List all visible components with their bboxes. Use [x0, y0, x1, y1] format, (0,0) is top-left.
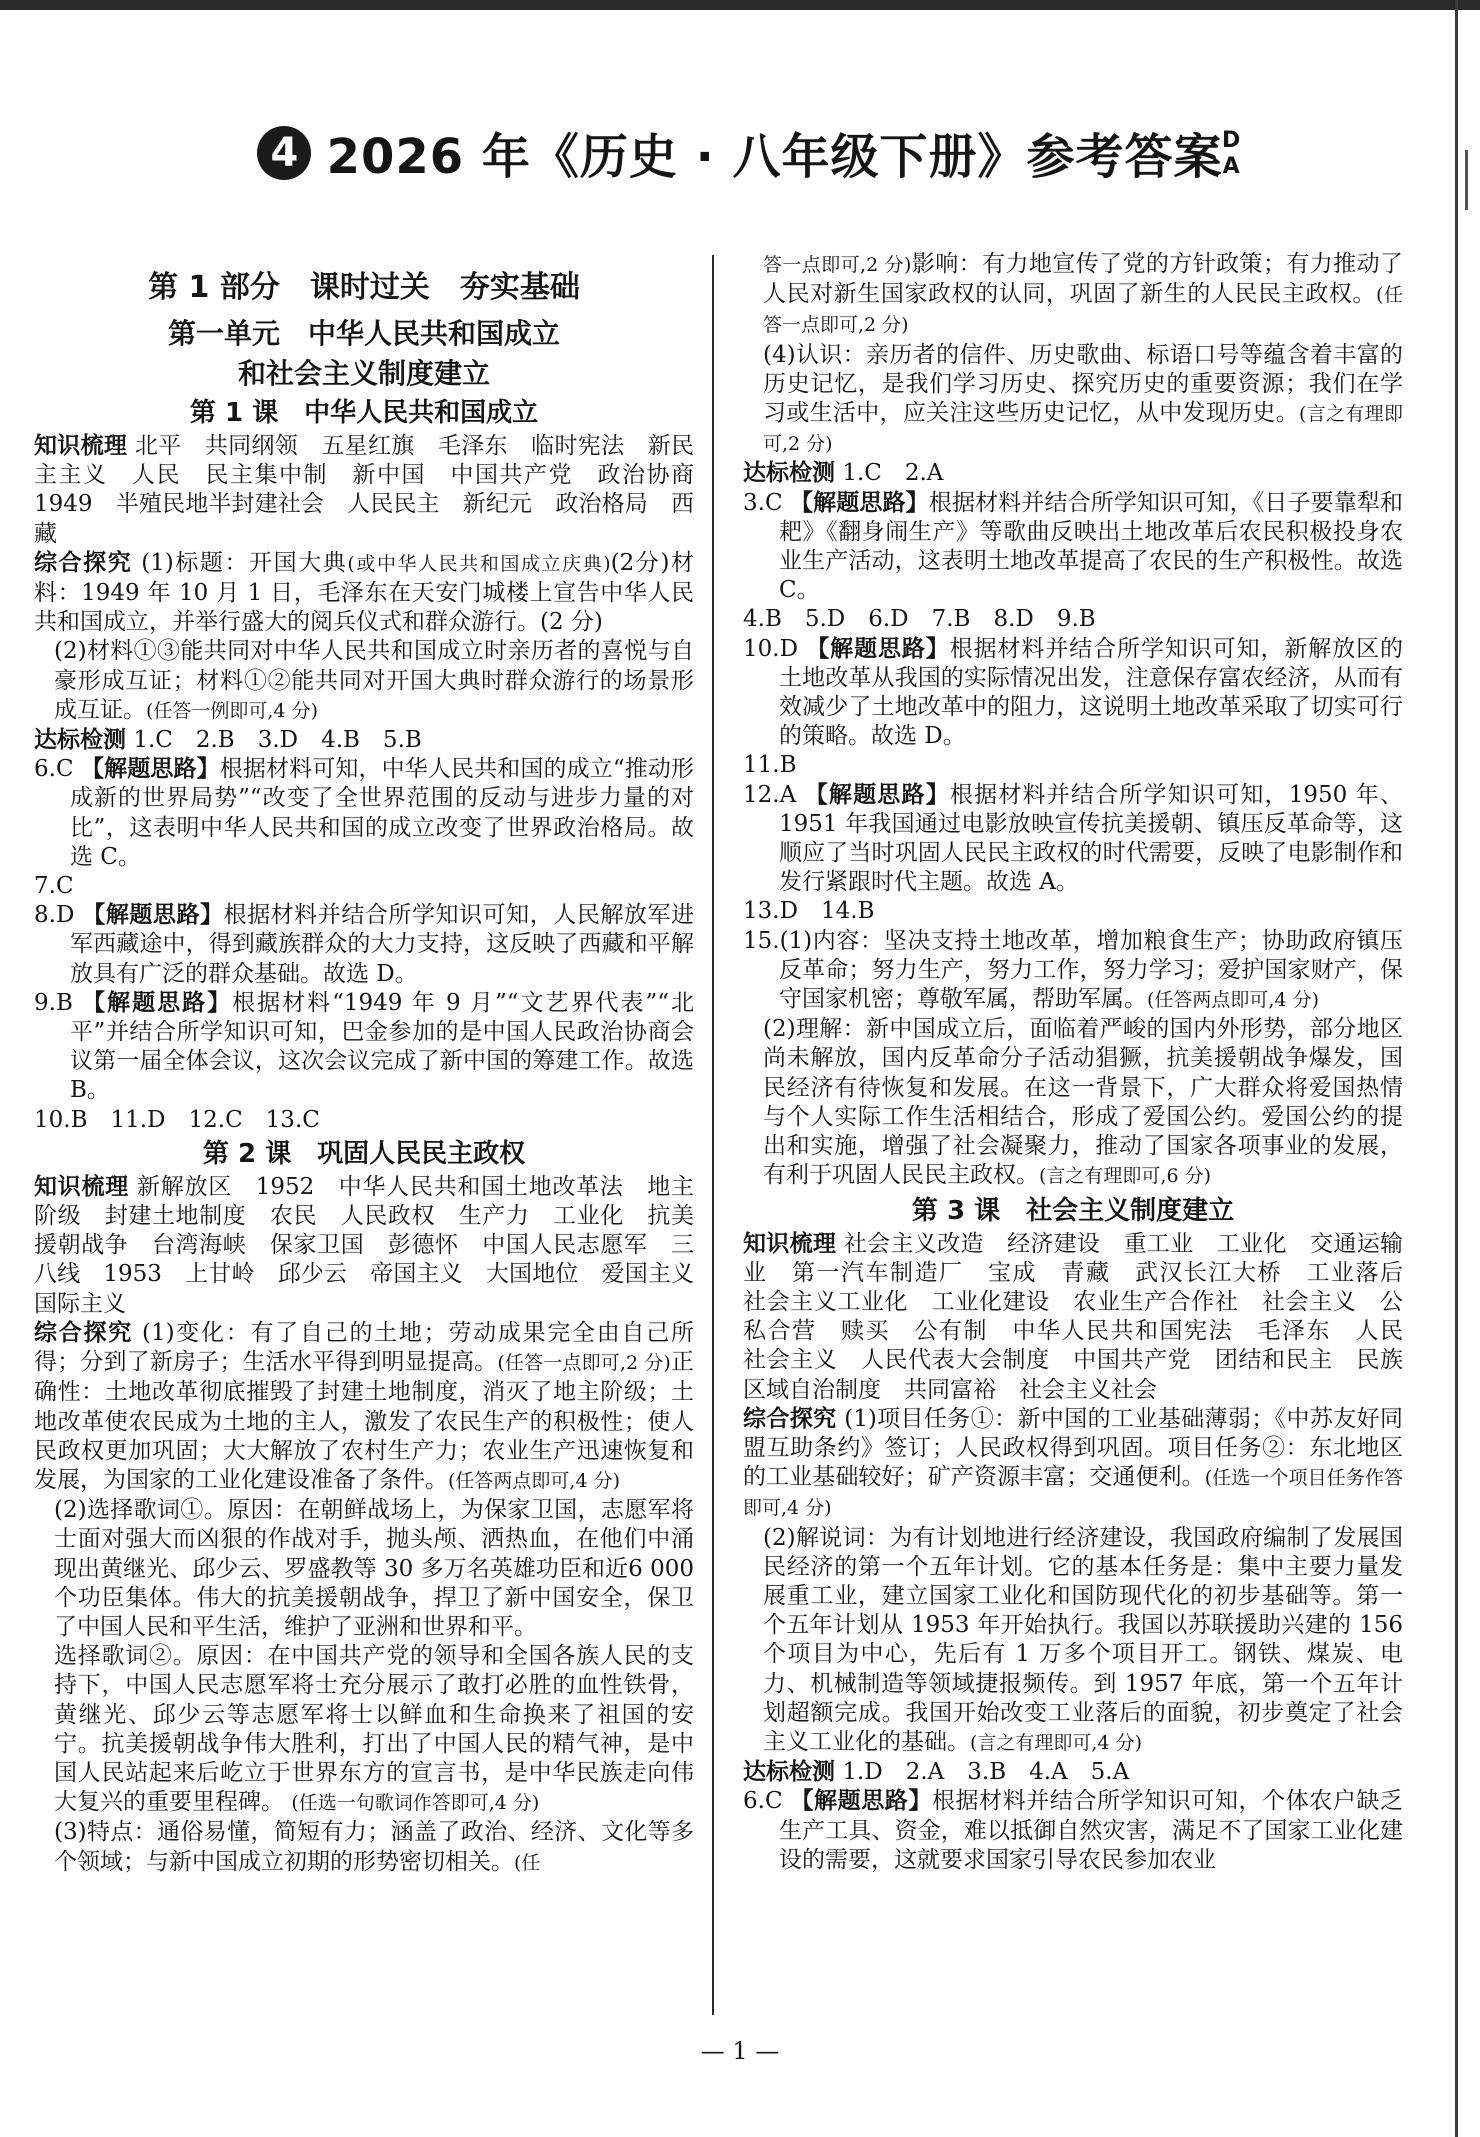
lesson2-explore-1-note: (任答一点即可,2 分): [497, 1352, 671, 1375]
lesson1-explore-2-text: (2)材料①③能共同对中华人民共和国成立时亲历者的喜悦与自豪形成互证；材料①②能共同对开国大典时群众游行的场景形成互证。: [54, 638, 694, 723]
explore-label: 综合探究: [34, 549, 133, 576]
lesson2-knowledge: [34, 1173, 717, 1319]
lesson1-q9: [34, 989, 694, 1106]
lesson2-explore-2b-text: 选择歌词②。原因：在中国共产党的领导和全国各族人民的支持下，中国人民志愿军将士充分展示了敢打必胜的血性铁骨，黄继光、邱少云等志愿军将士以鲜血和生命换来了祖国的安宁。抗美援朝战争伟大胜利，打出了中国人民的精气神，是中国人民站起来后屹立于世界东方的宣言书，是中华民族走向伟大复兴的重要里程碑。: [54, 1643, 694, 1816]
knowledge-label: 知识梳理: [34, 433, 128, 459]
q-number: 9.B: [34, 989, 73, 1016]
hint-label: 【解题思路】: [790, 489, 929, 516]
lesson2-explore-1-text: (1)变化：有了自己的土地；劳动成果完全由自己所得；分到了新房子；生活水平得到明显提高。: [34, 1319, 694, 1376]
lesson2-explore-2a: (2)选择歌词①。原因：在朝鲜战场上，为保家卫国，志愿军将士面对强大而凶狠的作战对手，抛头颅、洒热血，在他们中涌现出黄继光、邱少云、罗盛教等 30 多万名英雄功臣和近6 000个功臣集体。伟大的抗美援朝战争，捍卫了新中国安全，保卫了中国人民和平生活，维护了亚洲和世界和平。: [54, 1497, 694, 1640]
lesson1-title: 第 1 课 中华人民共和国成立: [189, 398, 539, 428]
lesson1-q7: 7.C: [34, 873, 74, 900]
lesson3-explore-2-text: (2)解说词：为有计划地进行经济建设，我国政府编制了发展国民经济的第一个五年计划。它的基本任务是：集中主要力量发展重工业，建立国家工业化和国防现代化的初步基础等。第一个五年计划从 1953 年开始执行。我国以苏联援助兴建的 156 个项目为中心，先后有 1 万多个项目开工。钢铁、煤炭、电力、机械制造等领域捷报频传。到 1957 年底，第一个五年计划超额完成。我国开始改变工业落后的面貌，初步奠定了社会主义工业化的基础。: [763, 1524, 1403, 1755]
lesson1-q6: [34, 755, 694, 872]
right-border: [1455, 0, 1458, 2137]
lesson3-explore-1-note: (任选一个项目任务作答即可,4 分): [743, 1467, 1403, 1520]
lesson2-title: 第 2 课 巩固人民民主政权: [202, 1138, 526, 1169]
q-number: 12.A: [743, 781, 797, 808]
lesson2-explore-3: [34, 1818, 694, 1877]
left-column: [34, 262, 717, 1878]
lesson2-q15-1: [743, 927, 1403, 1016]
knowledge-label: 知识梳理: [34, 1173, 129, 1200]
hint-label: 【解题思路】: [82, 989, 233, 1016]
page-title: 2026 年《历史 · 八年级下册》参考答案: [326, 129, 1223, 185]
unit-title-line1: 第一单元 中华人民共和国成立: [167, 317, 560, 350]
q-text: 根据材料并结合所学知识可知，人民解放军进军西藏途中，得到藏族群众的大力支持，这反映了西藏和平解放具有广泛的群众基础。故选 D。: [70, 902, 695, 987]
side-letter-d: D: [1222, 128, 1241, 153]
lesson3-explore-1-text: (1)项目任务①：新中国的工业基础薄弱；《中苏友好同盟互助条约》签订；人民政权得到巩固。项目任务②：东北地区的工业基础较好；矿产资源丰富；交通便利。: [743, 1405, 1404, 1491]
lesson1-explore-1-rest: (2分)材料：1949 年 10 月 1 日，毛泽东在天安门城楼上宣告中华人民共和国成立，并举行盛大的阅兵仪式和群众游行。(2 分): [34, 549, 695, 636]
lesson1-check: [34, 726, 694, 755]
lesson1-knowledge: [34, 432, 717, 549]
lesson2-explore-2b: [34, 1642, 694, 1818]
volume-badge: 4: [257, 126, 311, 180]
q-number: 6.C: [34, 756, 74, 783]
lesson2-q11: 11.B: [743, 752, 797, 779]
right-column: [743, 250, 1426, 1875]
column-divider: [712, 255, 714, 2015]
top-border: [0, 0, 1480, 10]
q-text: 根据材料并结合所学知识可知，新解放区的土地改革从我国的实际情况出发，注意保存富农经济，从而有效减少了土地改革中的阻力，这说明土地改革采取了切实可行的策略。故选 D。: [779, 635, 1403, 750]
lesson1-knowledge-text: 北平 共同纲领 五星红旗 毛泽东 临时宪法 新民主主义 人民 民主集中制 新中国 中国共产党 政治协商 1949 半殖民地半封建社会 人民民主 新纪元 政治格局 西藏: [34, 433, 717, 547]
lesson2-explore-3-text: (3)特点：通俗易懂，简短有力；涵盖了政治、经济、文化等多个领域；与新中国成立初期的形势密切相关。: [54, 1819, 694, 1875]
lesson2-explore-4-text: (4)认识：亲历者的信件、历史歌曲、标语口号等蕴含着丰富的历史记忆，是我们学习历史、探究历史的重要资源；我们在学习或生活中，应关注这些历史记忆，从中发现历史。: [763, 341, 1403, 427]
lesson1-q8: [34, 901, 694, 989]
lesson2-check-answers: 1.C 2.A: [842, 460, 944, 487]
q-text: 根据材料可知，中华人民共和国的成立“推动形成新的世界局势”“改变了全世界范围的反动与进步力量的对比”，这表明中华人民共和国的成立改变了世界政治格局。故选 C。: [70, 756, 694, 870]
lesson2-explore-3-cont: [743, 250, 1403, 341]
q-text: 根据材料并结合所学知识可知，个体农户缺乏生产工具、资金，难以抵御自然灾害，满足不了国家工业化建设的需要，这就要求国家引导农民参加农业: [779, 1788, 1404, 1873]
q-note: (任答两点即可,4 分): [1147, 989, 1319, 1012]
lesson3-check: [743, 1758, 1403, 1787]
q-number: 8.D: [34, 902, 75, 929]
unit-title-line2: 和社会主义制度建立: [237, 357, 490, 390]
knowledge-label: 知识梳理: [743, 1230, 837, 1257]
lesson1-explore-1-note: (或中华人民共和国成立庆典): [347, 552, 611, 575]
q-note: (言之有理即可,6 分): [1039, 1165, 1211, 1188]
check-label: 达标检测: [34, 727, 126, 754]
cont-note-2: (任答一点即可,2 分): [763, 284, 1404, 337]
lesson3-knowledge-text: 社会主义改造 经济建设 重工业 工业化 交通运输业 第一汽车制造厂 宝成 青藏 武汉长江大桥 工业落后 社会主义工业化 工业化建设 农业生产合作社 社会主义 公私合营 赎买 公有制 中华人民共和国宪法 毛泽东 人民 社会主义 人民代表大会制度 中国共产党 团结和民主 民族区域自治制度 共同富裕 社会主义社会: [743, 1230, 1426, 1403]
cont-text: 影响：有力地宣传了党的方针政策；有力推动了人民对新生国家政权的认同，巩固了新生的人民民主政权。: [763, 251, 1403, 308]
hint-label: 【解题思路】: [790, 1788, 932, 1815]
lesson2-explore-1: [34, 1319, 694, 1496]
lesson1-explore-1-text: (1)标题：开国大典: [141, 549, 348, 576]
lesson3-explore-2-note: (言之有理即可,4 分): [970, 1731, 1142, 1754]
lesson3-explore-1: [743, 1405, 1403, 1524]
lesson2-q12: [743, 781, 1403, 898]
page-header: [0, 118, 1480, 208]
hint-label: 【解题思路】: [804, 781, 950, 808]
cont-note: 答一点即可,2 分): [763, 254, 912, 276]
lesson1-q10-13: 10.B 11.D 12.C 13.C: [34, 1106, 320, 1133]
q-text: (2)理解：新中国成立后，面临着严峻的国内外形势，部分地区尚未解放，国内反革命分子活动猖獗，抗美援朝战争爆发，国民经济有待恢复和发展。在这一背景下，广大群众将爱国热情与个人实际工作生活相结合，形成了爱国公约。爱国公约的提出和实施，增强了社会凝聚力，推动了国家各项事业的发展，有利于巩固人民民主政权。: [763, 1016, 1403, 1189]
q-text: 根据材料并结合所学知识可知，1950 年、1951 年我国通过电影放映宣传抗美援朝、镇压反革命等，这顺应了当时巩固人民民主政权的时代需要，反映了电影制作和发行紧跟时代主题。故选 A。: [779, 781, 1403, 896]
hint-label: 【解题思路】: [82, 902, 224, 929]
lesson3-title: 第 3 课 社会主义制度建立: [911, 1195, 1235, 1226]
q-number: 10.D: [743, 635, 799, 662]
lesson2-q15-2: [743, 1015, 1403, 1191]
side-letters: [1222, 128, 1240, 180]
lesson2-q4-9: 4.B 5.D 6.D 7.B 8.D 9.B: [743, 606, 1096, 633]
lesson3-q6: [743, 1787, 1403, 1875]
q-text: 根据材料并结合所学知识可知，《日子要靠犁和耙》《翻身闹生产》等歌曲反映出土地改革后农民积极投身农业生产活动，这表明土地改革提高了农民的生产积极性。故选 C。: [779, 489, 1404, 604]
lesson3-check-answers: 1.D 2.A 3.B 4.A 5.A: [842, 1759, 1130, 1786]
hint-label: 【解题思路】: [80, 756, 220, 783]
lesson2-q10: [743, 635, 1403, 752]
explore-label: 综合探究: [743, 1405, 837, 1432]
lesson2-explore-2-note: (任选一句歌词作答即可,4 分): [291, 1792, 540, 1815]
side-letter-a: A: [1222, 154, 1240, 179]
lesson1-explore-2-note: (任答一例即可,4 分): [146, 699, 318, 722]
lesson2-explore-4-note: (言之有理即可,2 分): [763, 403, 1403, 456]
hint-label: 【解题思路】: [806, 635, 950, 662]
lesson1-check-answers: 1.C 2.B 3.D 4.B 5.B: [133, 727, 422, 754]
lesson1-explore-1: [34, 549, 694, 638]
page-number: — 1 —: [700, 2037, 780, 2065]
explore-label: 综合探究: [34, 1319, 133, 1346]
lesson1-explore-2: [34, 637, 694, 726]
lesson2-explore-4: [743, 341, 1403, 460]
lesson2-knowledge-text: 新解放区 1952 中华人民共和国土地改革法 地主阶级 封建土地制度 农民 人民政权 生产力 工业化 抗美援朝战争 台湾海峡 保家卫国 彭德怀 中国人民志愿军 三八线 1953 上甘岭 邱少云 帝国主义 大国地位 爱国主义 国际主义: [34, 1173, 717, 1317]
q-text: 15.(1)内容：坚决支持土地改革，增加粮食生产；协助政府镇压反革命；努力生产，努力工作，努力学习；爱护国家财产，保守国家机密；尊敬军属，帮助军属。: [743, 927, 1403, 1013]
check-label: 达标检测: [743, 1759, 835, 1786]
lesson3-knowledge: [743, 1230, 1426, 1405]
lesson2-q13-14: 13.D 14.B: [743, 898, 875, 925]
q-number: 3.C: [743, 489, 783, 516]
lesson2-explore-3-note: (任: [514, 1851, 541, 1874]
lesson3-explore-2: [743, 1524, 1403, 1759]
lesson2-check: [743, 459, 1403, 488]
q-number: 6.C: [743, 1788, 783, 1815]
part-title: 第 1 部分 课时过关 夯实基础: [148, 270, 580, 305]
lesson2-q3: [743, 489, 1403, 606]
lesson2-explore-1-rest: 正确性：土地改革彻底摧毁了封建土地制度，消灭了地主阶级；土地改革使农民成为土地的主人，激发了农民生产的积极性；使人民政权更加巩固；大大解放了农村生产力；农业生产迅速恢复和发展，为国家的工业化建设准备了条件。: [34, 1349, 695, 1493]
check-label: 达标检测: [743, 460, 835, 487]
q-text: 根据材料“1949 年 9 月”“文艺界代表”“北平”并结合所学知识可知，巴金参加的是中国人民政治协商会议第一届全体会议，这次会议完成了新中国的筹建工作。故选 B。: [70, 989, 694, 1104]
lesson2-explore-1-rest-note: (任答两点即可,4 分): [448, 1469, 620, 1492]
